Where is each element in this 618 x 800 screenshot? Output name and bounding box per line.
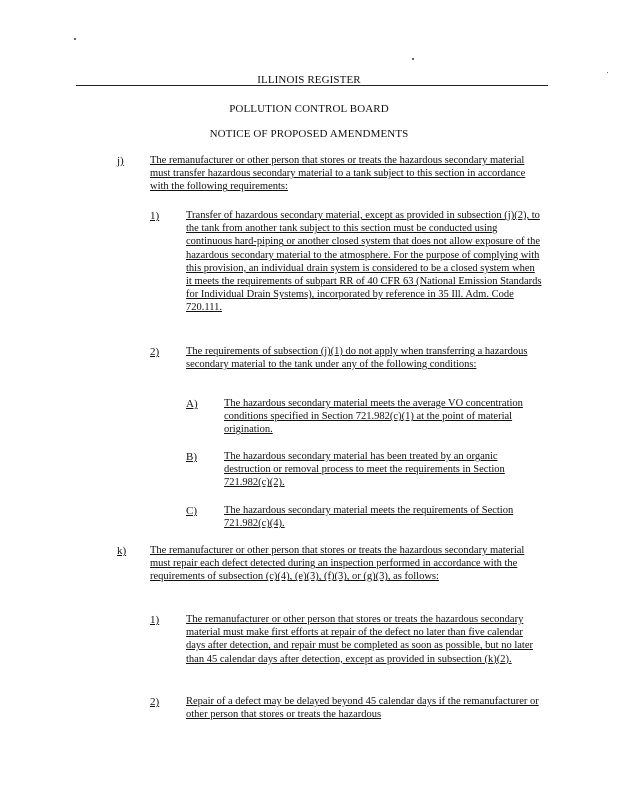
item-j1-label: 1) bbox=[150, 210, 160, 222]
paragraph-j-label: j) bbox=[117, 155, 124, 167]
notice-title: NOTICE OF PROPOSED AMENDMENTS bbox=[209, 128, 409, 140]
item-j1-text: Transfer of hazardous secondary material, except as provided in subsection (j)(2), to the tank from another tank subject to this section must be conducted using continuous hard-piping or another closed system that does not allow exposure of the hazardous secondary material to the atmosphere. For the purpose of complying with this provision, an individual drain system is considered to be a closed system when it meets the requirements of subpart RR of 40 CFR 63 (National Emission Standards for Individual Drain Systems), incorporated by reference in 35 Ill. Adm. Code 720.111. bbox=[186, 210, 542, 314]
item-k2-text: Repair of a defect may be delayed beyond 45 calendar days if the remanufacturer or other person that stores or treats the hazardous bbox=[186, 696, 539, 721]
subitem-j2b-label: B) bbox=[186, 451, 197, 463]
item-j2-label: 2) bbox=[150, 346, 160, 358]
item-k1-label: 1) bbox=[150, 614, 160, 626]
scan-speck bbox=[412, 58, 414, 60]
subitem-j2c-text: The hazardous secondary material meets the requirements of Section 721.982(c)(4). bbox=[224, 505, 514, 530]
paragraph-j-text: The remanufacturer or other person that stores or treats the hazardous secondary material must transfer hazardous secondary material to a tank subject to this section in accordance with the following requirements: bbox=[150, 155, 526, 193]
paragraph-k-text: The remanufacturer or other person that stores or treats the hazardous secondary material must repair each defect detected during an inspection performed in accordance with the requirements of subsection (c)(4), (e)(3), (f)(3), or (g)(3), as follows: bbox=[150, 545, 525, 583]
item-k2-label: 2) bbox=[150, 696, 160, 708]
subitem-j2c-label: C) bbox=[186, 505, 197, 517]
scan-speck bbox=[74, 38, 76, 40]
subitem-j2b-text: The hazardous secondary material has been treated by an organic destruction or removal process to meet the requirements in Section 721.982(c)(2). bbox=[224, 451, 505, 489]
scan-speck bbox=[607, 72, 608, 73]
paragraph-k-label: k) bbox=[117, 545, 127, 557]
register-title: ILLINOIS REGISTER bbox=[257, 74, 361, 86]
item-j2-text: The requirements of subsection (j)(1) do not apply when transferring a hazardous secondary material to the tank under any of the following conditions: bbox=[186, 346, 528, 371]
subitem-j2a-label: A) bbox=[186, 398, 198, 410]
item-k1-text: The remanufacturer or other person that stores or treats the hazardous secondary material must make first efforts at repair of the defect no later than five calendar days after detection, and repair must be completed as soon as possible, but no later than 45 calendar days after detection, except as provided in subsection (k)(2). bbox=[186, 614, 533, 665]
subitem-j2a-text: The hazardous secondary material meets the average VO concentration conditions specified in Section 721.982(c)(1) at the point of material origination. bbox=[224, 398, 523, 436]
board-title: POLLUTION CONTROL BOARD bbox=[229, 103, 389, 115]
